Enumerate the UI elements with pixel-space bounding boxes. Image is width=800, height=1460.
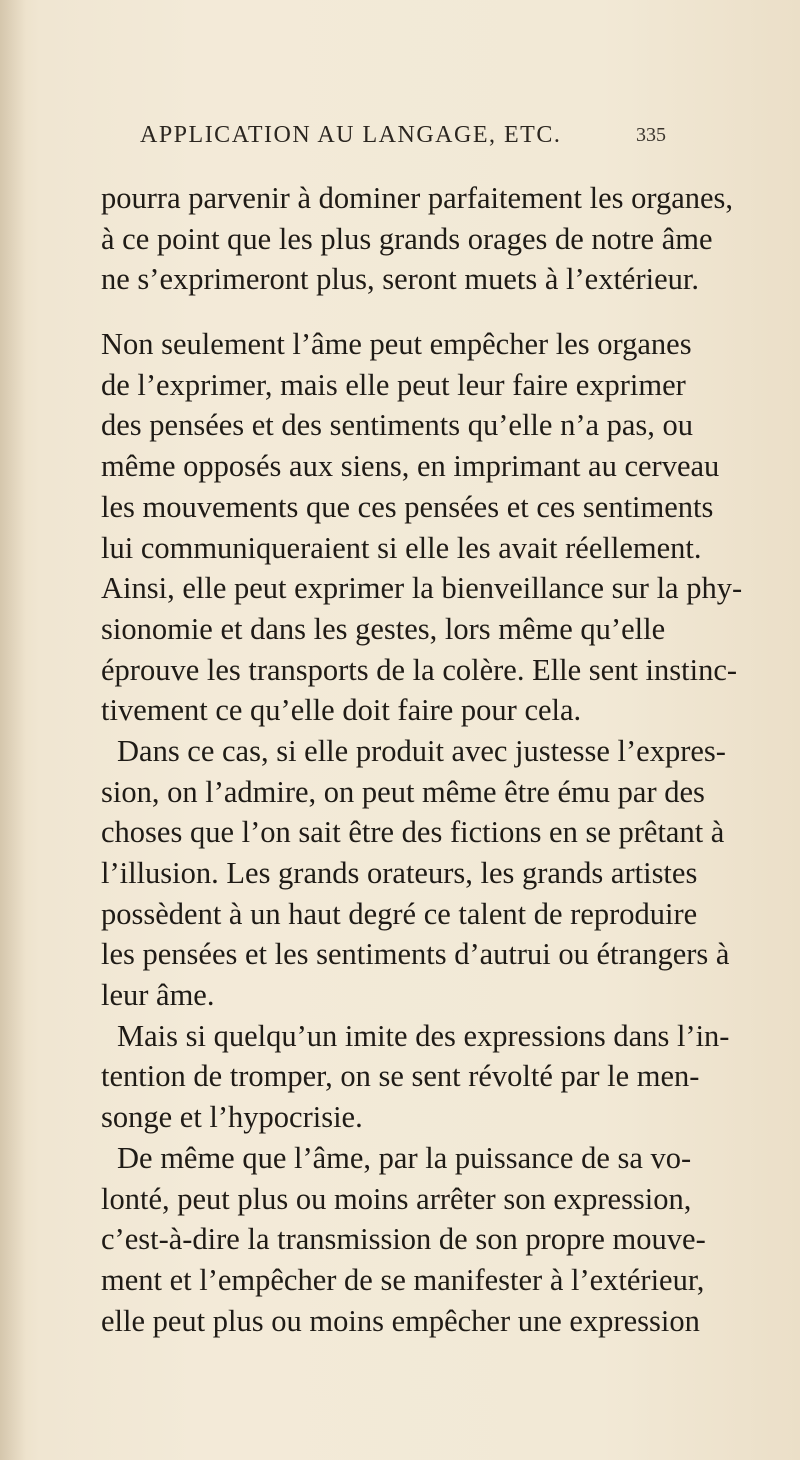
text-line: choses que l’on sait être des fictions en se prêtant à [101,815,725,850]
text-line: des pensées et des sentiments qu’elle n’a pas, ou [101,408,694,443]
text-line: pourra parvenir à dominer parfaitement les organes, [101,181,734,215]
text-line: ne s’exprimeront plus, seront muets à l’extérieur. [101,262,699,297]
text-line: les mouvements que ces pensées et ces sentiments [101,489,714,524]
body-text [101,178,743,1341]
text-line: Non seulement l’âme peut empêcher les organes [101,327,692,362]
text-line: Dans ce cas, si elle produit avec justesse l’expres- [117,733,726,768]
text-line: sion, on l’admire, on peut même être ému par des [101,774,705,809]
text-line: Mais si quelqu’un imite des expressions dans l’in- [117,1018,730,1053]
text-line: tention de tromper, on se sent révolté par le men- [101,1059,700,1094]
text-line: leur âme. [101,978,215,1013]
text-line: De même que l’âme, par la puissance de sa vo- [117,1140,692,1175]
running-head: APPLICATION AU LANGAGE, ETC. [140,122,562,148]
text-line: les pensées et les sentiments d’autrui ou étrangers à [101,937,730,972]
page-gutter-shadow [0,0,26,1460]
text-line: éprouve les transports de la colère. Elle sent instinc- [101,652,738,687]
text-line: lui communiqueraient si elle les avait réellement. [101,530,702,565]
text-line: l’illusion. Les grands orateurs, les grands artistes [101,856,698,890]
text-line: possèdent à un haut degré ce talent de reproduire [101,896,698,931]
text-line: lonté, peut plus ou moins arrêter son expression, [101,1181,692,1216]
page-number: 335 [636,124,666,146]
paragraph-gap [101,300,681,324]
text-line: de l’exprimer, mais elle peut leur faire exprimer [101,367,686,402]
text-line: à ce point que les plus grands orages de notre âme [101,221,713,256]
text-line: songe et l’hypocrisie. [101,1100,363,1135]
text-line: même opposés aux siens, en imprimant au cerveau [101,449,720,484]
text-line: Ainsi, elle peut exprimer la bienveillance sur la phy- [101,571,743,606]
text-line: c’est-à-dire la transmission de son propre mouve- [101,1222,706,1257]
text-line: tivement ce qu’elle doit faire pour cela. [101,693,582,728]
text-line: sionomie et dans les gestes, lors même qu’elle [101,611,666,646]
text-line: ment et l’empêcher de se manifester à l’extérieur, [101,1262,705,1297]
text-line: elle peut plus ou moins empêcher une expression [101,1303,700,1338]
